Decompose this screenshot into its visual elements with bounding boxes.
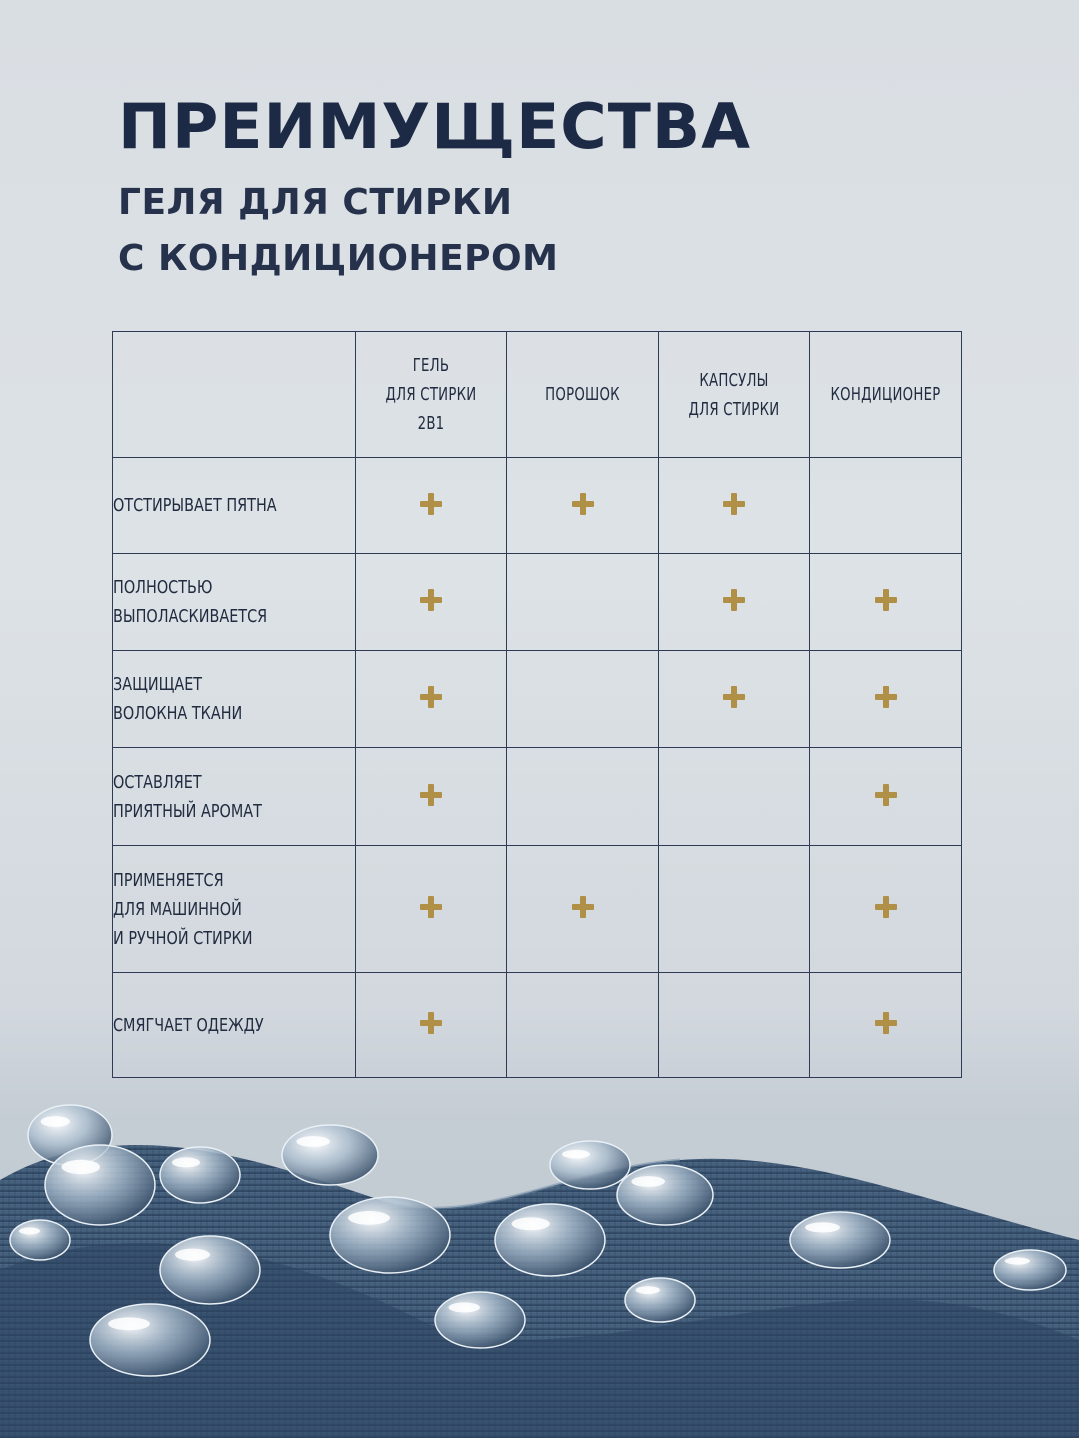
plus-icon [723,493,745,515]
water-drop [45,1145,155,1225]
water-drop [10,1220,70,1260]
water-drop-highlight [62,1160,101,1174]
water-drop [160,1236,260,1304]
row-label: ОТСТИРЫВАЕТ ПЯТНА [113,458,356,554]
table-cell [810,846,962,973]
plus-icon [420,784,442,806]
water-drop-highlight [636,1286,661,1294]
water-drop [282,1125,378,1185]
water-drop [330,1197,450,1273]
plus-icon [572,896,594,918]
table-cell [659,458,810,554]
water-drop [495,1204,605,1276]
subtitle-line-2: С КОНДИЦИОНЕРОМ [118,238,559,279]
table-header-row [113,332,962,458]
column-header: ПОРОШОК [507,332,659,458]
water-drop-highlight [1005,1257,1030,1264]
page-title: ПРЕИМУЩЕСТВА [118,90,752,163]
water-drop-highlight [512,1217,551,1230]
row-label: ПОЛНОСТЬЮ ВЫПОЛАСКИВАЕТСЯ [113,554,356,651]
plus-icon [875,784,897,806]
water-drop-highlight [175,1249,210,1261]
table-cell [810,458,962,554]
water-drop-highlight [631,1176,665,1187]
table-row [113,554,962,651]
table-cell [507,846,659,973]
table-cell [810,651,962,748]
table-cell [659,973,810,1078]
plus-icon [420,493,442,515]
table-cell [356,748,507,846]
plus-icon [420,589,442,611]
subtitle-line-1: ГЕЛЯ ДЛЯ СТИРКИ [118,182,513,223]
water-drop [625,1278,695,1322]
water-drop-highlight [562,1150,590,1159]
row-label: ЗАЩИЩАЕТ ВОЛОКНА ТКАНИ [113,651,356,748]
water-drop-highlight [805,1222,840,1232]
water-drop [994,1250,1066,1290]
water-drop-highlight [41,1116,70,1127]
water-drop-highlight [348,1211,390,1225]
water-drop [617,1165,713,1225]
table-cell [356,651,507,748]
column-header: КАПСУЛЫ ДЛЯ СТИРКИ [659,332,810,458]
water-drop [435,1292,525,1348]
header-empty-cell [113,332,356,458]
fabric-with-water-drops-image [0,1090,1079,1438]
table-row [113,846,962,973]
plus-icon [723,589,745,611]
water-drop-highlight [296,1136,330,1147]
table-cell [659,748,810,846]
comparison-table [112,331,962,1078]
table-cell [507,651,659,748]
row-label: ОСТАВЛЯЕТ ПРИЯТНЫЙ АРОМАТ [113,748,356,846]
water-drop [790,1212,890,1268]
plus-icon [875,686,897,708]
plus-icon [875,589,897,611]
plus-icon [875,1012,897,1034]
plus-icon [420,896,442,918]
table-cell [356,554,507,651]
table-row [113,458,962,554]
water-drop [90,1304,210,1376]
table-cell [810,748,962,846]
plus-icon [420,1012,442,1034]
table-cell [810,554,962,651]
plus-icon [420,686,442,708]
row-label: ПРИМЕНЯЕТСЯ ДЛЯ МАШИННОЙ И РУЧНОЙ СТИРКИ [113,846,356,973]
column-header: ГЕЛЬ ДЛЯ СТИРКИ 2В1 [356,332,507,458]
table-cell [810,973,962,1078]
water-drop [550,1141,630,1189]
table-cell [507,973,659,1078]
table-cell [507,554,659,651]
plus-icon [875,896,897,918]
column-header: КОНДИЦИОНЕР [810,332,962,458]
water-drop-highlight [19,1227,40,1234]
table-row [113,973,962,1078]
water-drop-highlight [449,1302,481,1312]
row-label: СМЯГЧАЕТ ОДЕЖДУ [113,973,356,1078]
table-cell [507,748,659,846]
plus-icon [572,493,594,515]
table-cell [356,458,507,554]
table-cell [659,554,810,651]
water-drop [160,1147,240,1203]
table-cell [507,458,659,554]
table-cell [356,973,507,1078]
table-row [113,651,962,748]
table-cell [659,651,810,748]
table-cell [659,846,810,973]
table-cell [356,846,507,973]
water-drop-highlight [172,1157,200,1167]
plus-icon [723,686,745,708]
water-drop-highlight [108,1317,150,1330]
table-row [113,748,962,846]
